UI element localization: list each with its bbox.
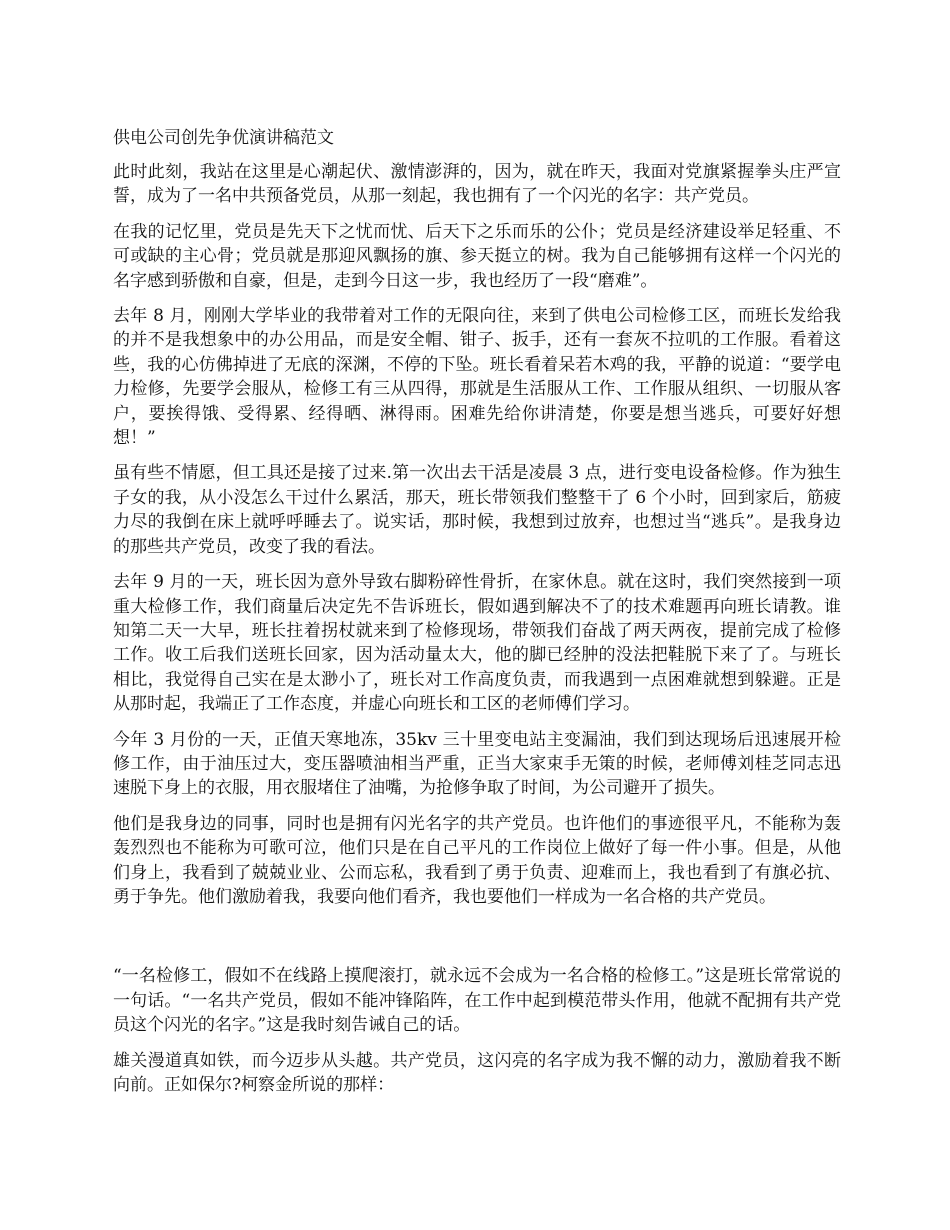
paragraph-team-leader: 去年 9 月的一天，班长因为意外导致右脚粉碎性骨折，在家休息。就在这时，我们突然接到一项重大检修工作，我们商量后决定先不告诉班长，假如遇到解决不了的技术难题再向班长请教。谁知第二天一大早，班长拄着拐杖就来到了检修现场，带领我们奋战了两天两夜，提前完成了检修工作。收工后我们送班长回家，因为活动量太大，他的脚已经肿的没法把鞋脱下来了了。与班长相比，我觉得自己实在是太渺小了，班长对工作高度负责，而我遇到一点困难就想到躲避。正是从那时起，我端正了工作态度，并虚心向班长和工区的老师傅们学习。: [113, 572, 841, 715]
paragraph-colleagues: 他们是我身边的同事，同时也是拥有闪光名字的共产党员。也许他们的事迹很平凡，不能称为轰轰烈烈也不能称为可歌可泣，他们只是在自己平凡的工作岗位上做好了每一件小事。但是，从他们身上，我看到了兢兢业业、公而忘私，我看到了勇于负责、迎难而上，我也看到了有旗必抗、勇于争先。他们激励着我，我要向他们看齐，我也要他们一样成为一名合格的共产党员。: [113, 813, 841, 907]
paragraph-memory: 在我的记忆里，党员是先天下之忧而忧、后天下之乐而乐的公仆；党员是经济建设举足轻重、不可或缺的主心骨；党员就是那迎风飘扬的旗、参天挺立的树。我为自己能够拥有这样一个闪光的名字感到骄傲和自豪，但是，走到今日这一步，我也经历了一段“磨难”。: [113, 221, 841, 291]
paragraph-oil-leak: 今年 3 月份的一天，正值天寒地冻，35kv 三十里变电站主变漏油，我们到达现场后迅速展开检修工作，由于油压过大，变压器喷油相当严重，正当大家束手无策的时候，老师傅刘桂芝同志迅速脱下身上的衣服，用衣服堵住了油嘴，为抢修争取了时间，为公司避开了损失。: [113, 729, 841, 799]
paragraph-quotes: “一名检修工，假如不在线路上摸爬滚打，就永远不会成为一名合格的检修工。”这是班长常常说的一句话。“一名共产党员，假如不能冲锋陷阵，在工作中起到模范带头作用，他就不配拥有共产党员这个闪光的名字。”这是我时刻告诫自己的话。: [113, 966, 841, 1036]
document-title: 供电公司创先争优演讲稿范文: [113, 128, 334, 148]
paragraph-oath: 此时此刻，我站在这里是心潮起伏、激情澎湃的，因为，就在昨天，我面对党旗紧握拳头庄严宣誓，成为了一名中共预备党员，从那一刻起，我也拥有了一个闪光的名字：共产党员。: [113, 162, 841, 207]
document-page: [113, 126, 841, 1108]
paragraph-gap: [113, 920, 841, 964]
paragraph-first-job: 去年 8 月，刚刚大学毕业的我带着对工作的无限向往，来到了供电公司检修工区，而班长发给我的并不是我想象中的办公用品，而是安全帽、钳子、扳手，还有一套灰不拉叽的工作服。看着这些，我的心仿佛掉进了无底的深渊，不停的下坠。班长看着呆若木鸡的我，平静的说道：“要学电力检修，先要学会服从，检修工有三从四得，那就是生活服从工作、工作服从组织、一切服从客户，要挨得饿、受得累、经得晒、淋得雨。困难先给你讲清楚，你要是想当逃兵，可要好好想想！”: [113, 306, 841, 449]
paragraph-first-task: 虽有些不情愿，但工具还是接了过来.第一次出去干活是凌晨 3 点，进行变电设备检修。作为独生子女的我，从小没怎么干过什么累活，那天，班长带领我们整整干了 6 个小时，回到家后，筋疲力尽的我倒在床上就呼呼睡去了。说实话，那时候，我想到过放弃，也想过当“逃兵”。是我身边的那些共产党员，改变了我的看法。: [113, 463, 841, 557]
paragraph-closing: 雄关漫道真如铁，而今迈步从头越。共产党员，这闪亮的名字成为我不懈的动力，激励着我不断向前。正如保尔?柯察金所说的那样：: [113, 1050, 841, 1095]
